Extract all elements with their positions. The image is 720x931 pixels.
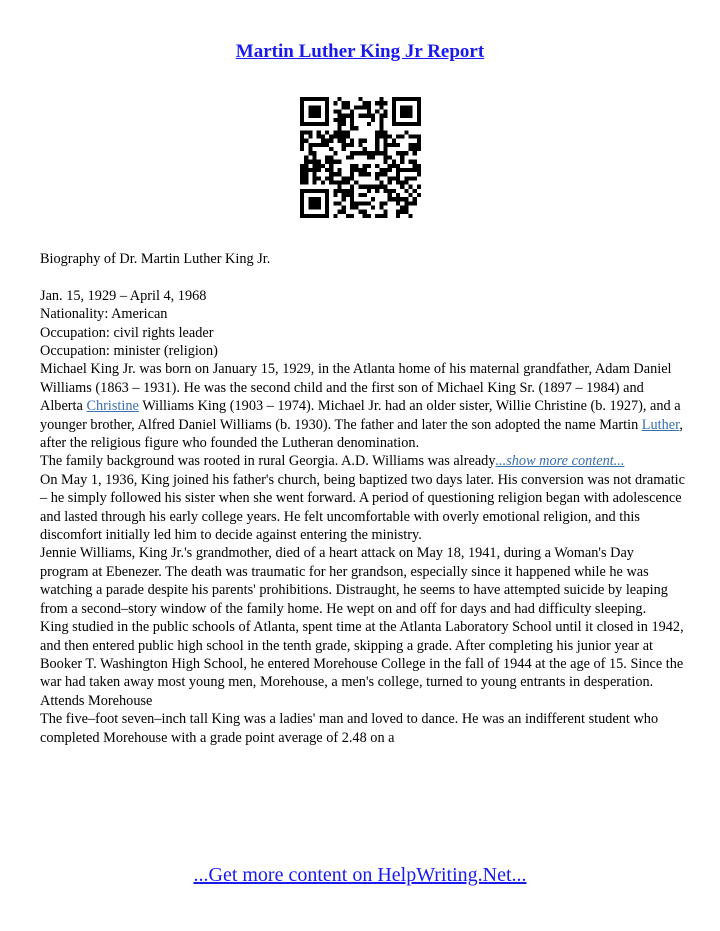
bio-heading: Biography of Dr. Martin Luther King Jr. [40,251,271,267]
luther-link[interactable]: Luther [641,416,680,433]
paragraph-morehouse-heading: Attends Morehouse [40,692,153,709]
bio-occupation-2: Occupation: minister (religion) [40,343,218,360]
paragraph-family-text: The family background was rooted in rural Georgia. A.D. Williams was already [40,453,496,470]
paragraph-birth [40,360,685,452]
bio-occupation-1: Occupation: civil rights leader [40,324,214,341]
paragraph-schooling: King studied in the public schools of Atlanta, spent time at the Atlanta Laboratory School until it closed in 1942, and then entered public high school in the tenth grade, skipping a grade. After completing his junior year at Booker T. Washington High School, he entered Morehouse College in the fall of 1944 at the age of 15. Since the war had taken away most young men, Morehouse, a men's college, turned to young entrants in desperation. [40,619,684,691]
paragraph-baptism: On May 1, 1936, King joined his father's church, being baptized two days later. His conversion was not dramatic – he simply followed his sister when she went forward. A period of questioning religion began with adolescence and lasted through his early college years. He felt uncomfortable with overly emotional religion, and this discomfort initially led him to decide against entering the ministry. [40,471,685,544]
christine-link[interactable]: Christine [86,398,139,415]
document-body [40,250,685,747]
paragraph-family [40,452,685,470]
paragraph-birth-text-b: Williams King (1903 – 1974). Michael Jr. had an older sister, Willie Christine (b. 1927), and a younger brother, Alfred Daniel Williams (b. 1930). The father and later the son adopted the name Martin [40,398,681,433]
show-more-link[interactable]: ...show more content... [495,453,625,470]
paragraph-grandmother: Jennie Williams, King Jr.'s grandmother, died of a heart attack on May 18, 1941, during a Woman's Day program at Ebenezer. The death was traumatic for her grandson, especially since it happened while he was watching a parade despite his parents' prohibitions. Distraught, he seems to have attempted suicide by leaping from a second–story window of the family home. He wept on and off for days and had difficulty sleeping. [40,545,668,617]
get-more-content-link[interactable]: ...Get more content on HelpWriting.Net... [193,864,527,886]
paragraph-student: The five–foot seven–inch tall King was a ladies' man and loved to dance. He was an indifferent student who completed Morehouse with a grade point average of 2.48 on a [40,711,659,746]
qr-code-icon [300,97,421,218]
spacer [40,268,685,286]
bio-nationality: Nationality: American [40,306,168,323]
paragraph-birth-text-a: Michael King Jr. was born on January 15, 1929, in the Atlanta home of his maternal grandfather, Adam Daniel Williams (1863 – 1931). He was the second child and the first son of Michael King Sr. (1897 – 1984) and Alberta [40,361,672,415]
bio-dates: Jan. 15, 1929 – April 4, 1968 [40,287,207,304]
report-title[interactable]: Martin Luther King Jr Report [235,41,485,62]
paragraph-birth-text-c: , after the religious figure who founded the Lutheran denomination. [40,416,683,452]
